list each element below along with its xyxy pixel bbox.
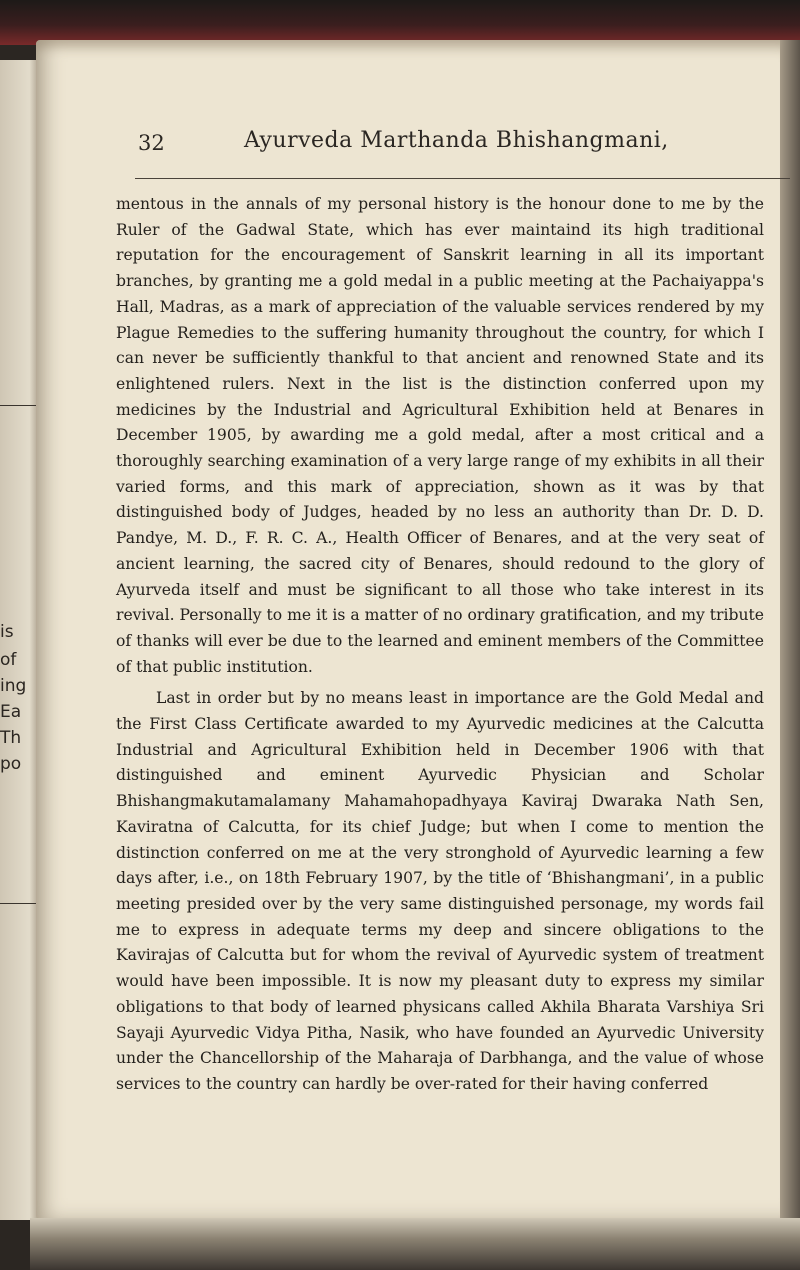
page-number: 32 [138, 131, 165, 155]
facing-page-rule [0, 405, 38, 406]
paragraph: Last in order but by no means least in importance are the Gold Medal and the First Class Certificate awarded to my Ayurvedic medicines at the Calcutta Industrial and Agricultural Exhibition held in December 1906 with that distinguished and eminent Ayurvedic Physician and Scholar Bhishangmakutamalamany Mahamahopadhyaya Kaviraj Dwaraka Nath Sen, Kaviratna of Calcutta, for its chief Judge; but when I come to mention the distinction conferred on me at the very stronghold of Ayurvedic learning a few days after, i.e., on 18th February 1907, by the title of ‘Bhishangmani’, in a public meeting presided over by the very same distinguished personage, my words fail me to express in adequate terms my deep and sincere obligations to the Kavirajas of Calcutta but for whom the revival of Ayurvedic system of treatment would have been impossible. It is now my pleasant duty to express my similar obligations to that body of learned physicans called Akhila Bharata Varshiya Sri Sayaji Ayurvedic Vidya Pitha, Nasik, who have founded an Ayurvedic University under the Chancellorship of the Maharaja of Darbhanga, and the value of whose services to the country can hardly be over-rated for their having conferred [116, 689, 764, 1093]
running-head-title: Ayurveda Marthanda Bhishangmani, [244, 128, 669, 153]
facing-page-fragment: Ea [0, 702, 22, 722]
book-top-edge [0, 0, 800, 45]
book-bottom-edge [30, 1218, 800, 1270]
facing-page-rule [0, 903, 38, 904]
page-stack-edge [780, 40, 800, 1230]
paragraph: mentous in the annals of my personal history is the honour done to me by the Ruler of the Gadwal State, which has ever maintaind its high traditional reputation for the encouragement of Sanskrit learning in all its important branches, by granting me a gold medal in a public meeting at the Pachaiyappa's Hall, Madras, as a mark of appreciation of the valuable services rendered by my Plague Remedies to the suffering humanity throughout the country, for which I can never be sufficiently thankful to that ancient and renowned State and its enlightened rulers. Next in the list is the distinction conferred upon my medicines by the Industrial and Agricultural Exhibition held at Benares in December 1905, by awarding me a gold medal, after a most critical and a thoroughly searching examination of a very large range of my exhibits in all their varied forms, and this mark of appreciation, shown as it was by that distinguished body of Judges, headed by no less an authority than Dr. D. D. Pandye, M. D., F. R. C. A., Health Officer of Benares, and at the very seat of ancient learning, the sacred city of Benares, should redound to the glory of Ayurveda itself and must be significant to all those who take interest in its revival. Personally to me it is a matter of no ordinary gratification, and my tribute of thanks will ever be due to the learned and eminent members of the Committee of that public institution. [116, 195, 764, 676]
facing-page-fragment: Th [0, 728, 22, 748]
facing-page-fragment: po [0, 754, 22, 774]
header-rule [135, 178, 790, 179]
facing-page-fragment: is [0, 622, 14, 642]
body-text [116, 192, 764, 1098]
facing-page-fragment: ing [0, 676, 27, 696]
facing-page-fragment: of [0, 650, 17, 670]
